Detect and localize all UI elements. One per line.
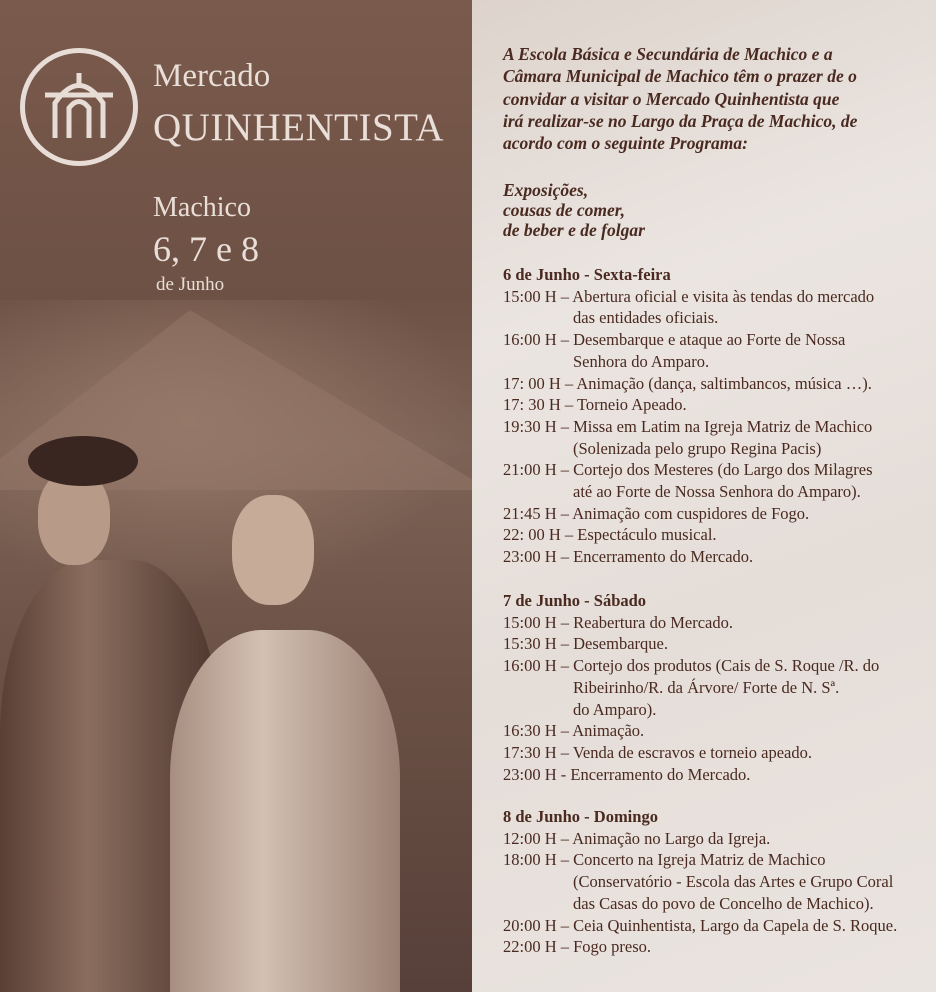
schedule-item	[503, 416, 874, 459]
event-month: de Junho	[156, 274, 225, 295]
schedule-item	[503, 655, 879, 720]
schedule-line: 16:30 H – Animação.	[503, 721, 645, 741]
schedule-item	[503, 612, 879, 634]
schedule-line: 17: 00 H – Animação (dança, saltimbancos, música …).	[503, 373, 872, 393]
schedule-line: Senhora do Amparo.	[573, 351, 710, 371]
schedule-line: 20:00 H – Ceia Quinhentista, Largo da Capela de S. Roque.	[503, 915, 898, 935]
logo-emblem	[20, 48, 138, 166]
schedule-line: 17:30 H – Venda de escravos e torneio apeado.	[503, 742, 812, 762]
schedule-item	[503, 503, 874, 525]
schedule-line: 23:00 H – Encerramento do Mercado.	[503, 547, 754, 567]
day-title: 6 de Junho - Sexta-feira	[503, 265, 671, 284]
tagline-line: Exposições,	[503, 180, 589, 200]
schedule-item	[503, 633, 879, 655]
intro-line: A Escola Básica e Secundária de Machico e a	[503, 44, 833, 64]
schedule-line: 19:30 H – Missa em Latim na Igreja Matriz de Machico	[503, 416, 873, 436]
schedule-line: (Conservatório - Escola das Artes e Grupo Coral	[573, 872, 894, 892]
schedule-line: 15:00 H – Abertura oficial e visita às tendas do mercado	[503, 286, 875, 306]
schedule-line: 23:00 H - Encerramento do Mercado.	[503, 764, 751, 784]
day-title: 8 de Junho - Domingo	[503, 807, 658, 826]
schedule-line: do Amparo).	[573, 699, 657, 719]
schedule-item	[503, 828, 897, 850]
schedule-line: 21:45 H – Animação com cuspidores de Fogo.	[503, 503, 810, 523]
man-hat	[28, 436, 138, 486]
schedule-line: das entidades oficiais.	[573, 308, 719, 328]
schedule-item	[503, 849, 897, 914]
schedule-line: até ao Forte de Nossa Senhora do Amparo).	[573, 482, 861, 502]
schedule-line: 22:00 H – Fogo preso.	[503, 937, 652, 957]
schedule-line: (Solenizada pelo grupo Regina Pacis)	[573, 438, 822, 458]
title-quinhentista: QUINHENTISTA	[153, 106, 444, 149]
woman-head	[232, 495, 314, 605]
schedule-line: 15:30 H – Desembarque.	[503, 634, 668, 654]
schedule-line: 17: 30 H – Torneio Apeado.	[503, 395, 687, 415]
schedule-item	[503, 742, 879, 764]
schedule-line: 21:00 H – Cortejo dos Mesteres (do Largo dos Milagres	[503, 460, 873, 480]
intro-line: Câmara Municipal de Machico têm o prazer de o	[503, 66, 857, 87]
schedule-item	[503, 720, 879, 742]
schedule-item	[503, 329, 874, 372]
schedule-line: 16:00 H – Desembarque e ataque ao Forte de Nossa	[503, 330, 846, 350]
schedule-item	[503, 459, 874, 502]
schedule-item	[503, 764, 879, 786]
schedule-line: Ribeirinho/R. da Árvore/ Forte de N. Sª.	[573, 677, 840, 697]
schedule-line: 15:00 H – Reabertura do Mercado.	[503, 612, 734, 632]
schedule-line: 16:00 H – Cortejo dos produtos (Cais de S. Roque /R. do	[503, 656, 880, 676]
day-schedule	[503, 590, 879, 785]
invitation-text	[503, 43, 923, 154]
schedule-line: 18:00 H – Concerto na Igreja Matriz de Machico	[503, 850, 826, 870]
schedule-item	[503, 394, 874, 416]
tagline-line: cousas de comer,	[503, 200, 626, 220]
day-title: 7 de Junho - Sábado	[503, 591, 647, 610]
schedule-line: das Casas do povo de Concelho de Machico).	[573, 893, 874, 913]
tagline-line: de beber e de folgar	[503, 220, 645, 240]
intro-line: acordo com o seguinte Programa:	[503, 133, 748, 154]
schedule-item	[503, 373, 874, 395]
day-schedule	[503, 806, 897, 958]
day-schedule	[503, 264, 874, 568]
intro-line: irá realizar-se no Largo da Praça de Machico, de	[503, 110, 858, 131]
schedule-item	[503, 286, 874, 329]
title-mercado: Mercado	[153, 58, 271, 94]
intro-line: convidar a visitar o Mercado Quinhentista que	[503, 88, 840, 109]
schedule-item	[503, 915, 897, 937]
woman-figure	[170, 630, 400, 992]
schedule-line: 22: 00 H – Espectáculo musical.	[503, 525, 717, 545]
schedule-item	[503, 524, 874, 546]
schedule-item	[503, 936, 897, 958]
schedule-line: 12:00 H – Animação no Largo da Igreja.	[503, 828, 771, 848]
event-dates: 6, 7 e 8	[153, 229, 259, 269]
city: Machico	[153, 192, 251, 223]
schedule-item	[503, 546, 874, 568]
tagline	[503, 180, 645, 240]
